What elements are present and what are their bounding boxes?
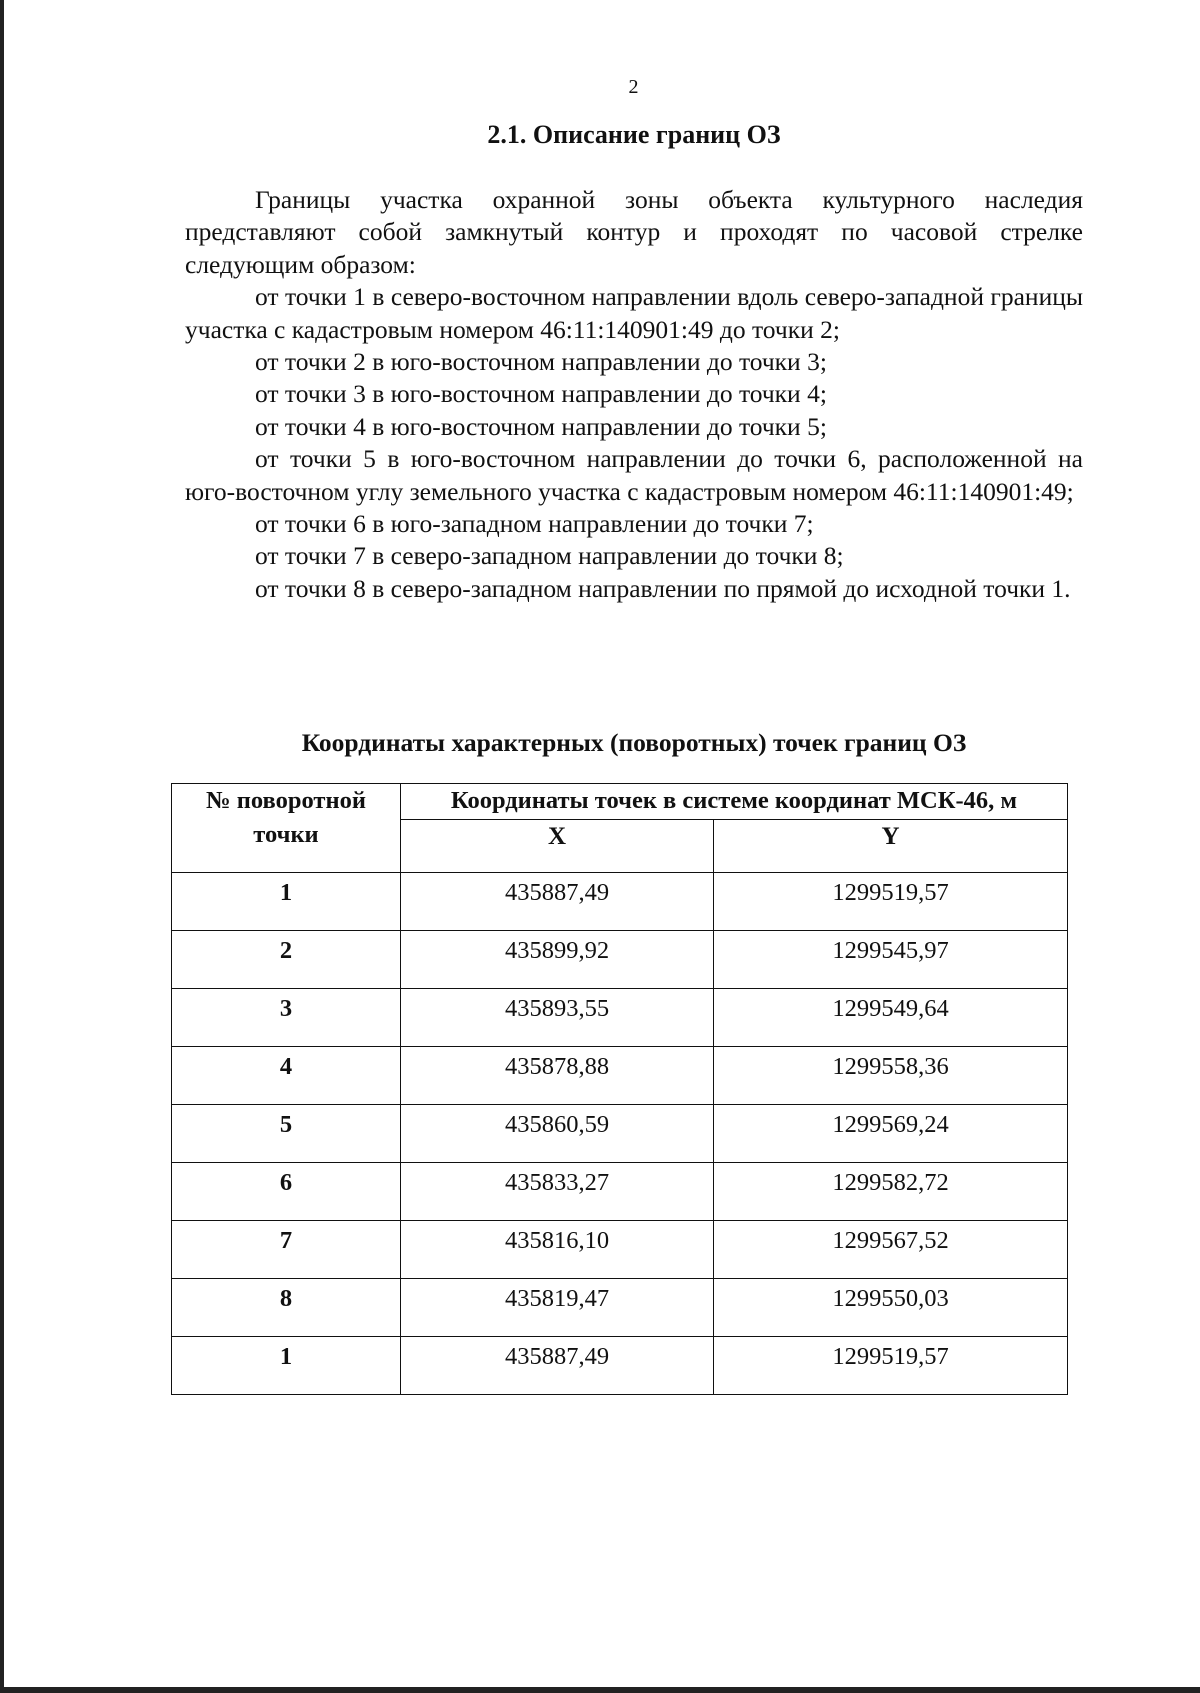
description-text <box>185 184 1083 605</box>
cell-y: 1299545,97 <box>714 931 1068 989</box>
cell-y: 1299549,64 <box>714 989 1068 1047</box>
paragraph: от точки 6 в юго-западном направлении до точки 7; <box>255 509 814 539</box>
table-row <box>172 989 1068 1047</box>
cell-point: 6 <box>172 1163 401 1221</box>
cell-y: 1299558,36 <box>714 1047 1068 1105</box>
table-row <box>172 1337 1068 1395</box>
header-coordinates: Координаты точек в системе координат МСК-46, м <box>401 784 1068 820</box>
cell-x: 435887,49 <box>401 1337 714 1395</box>
cell-y: 1299519,57 <box>714 873 1068 931</box>
cell-x: 435816,10 <box>401 1221 714 1279</box>
page-number: 2 <box>628 76 639 98</box>
header-point-number: № поворотной точки <box>172 784 401 873</box>
paragraph: от точки 8 в северо-западном направлении по прямой до исходной точки 1. <box>255 573 1071 603</box>
cell-x: 435833,27 <box>401 1163 714 1221</box>
table-row <box>172 1221 1068 1279</box>
header-x: X <box>401 820 714 873</box>
table-row <box>172 1047 1068 1105</box>
cell-x: 435878,88 <box>401 1047 714 1105</box>
cell-y: 1299567,52 <box>714 1221 1068 1279</box>
cell-point: 1 <box>172 1337 401 1395</box>
section-title: 2.1. Описание границ ОЗ <box>487 120 781 149</box>
cell-x: 435899,92 <box>401 931 714 989</box>
cell-point: 3 <box>172 989 401 1047</box>
paragraph: от точки 4 в юго-восточном направлении до точки 5; <box>255 411 827 441</box>
table-title: Координаты характерных (поворотных) точек границ ОЗ <box>301 728 967 757</box>
cell-point: 1 <box>172 873 401 931</box>
table-row <box>172 1163 1068 1221</box>
cell-y: 1299550,03 <box>714 1279 1068 1337</box>
cell-point: 2 <box>172 931 401 989</box>
scan-edge-bottom <box>0 1687 1200 1693</box>
cell-x: 435819,47 <box>401 1279 714 1337</box>
cell-x: 435860,59 <box>401 1105 714 1163</box>
paragraph: от точки 2 в юго-восточном направлении до точки 3; <box>255 347 827 377</box>
cell-point: 8 <box>172 1279 401 1337</box>
cell-y: 1299569,24 <box>714 1105 1068 1163</box>
cell-point: 5 <box>172 1105 401 1163</box>
scan-edge-left <box>0 0 4 1693</box>
cell-y: 1299582,72 <box>714 1163 1068 1221</box>
cell-x: 435893,55 <box>401 989 714 1047</box>
cell-point: 4 <box>172 1047 401 1105</box>
table-row <box>172 1105 1068 1163</box>
paragraph: от точки 1 в северо-восточном направлении вдоль северо-западной границы участка с кадастровым номером 46:11:140901:49 до точки 2; <box>185 282 1083 344</box>
paragraph: от точки 5 в юго-восточном направлении до точки 6, расположенной на юго-восточном углу земельного участка с кадастровым номером 46:11:140901:49; <box>185 444 1083 506</box>
paragraph: Границы участка охранной зоны объекта культурного наследия представляют собой замкнутый контур и проходят по часовой стрелке следующим образом: <box>185 185 1083 279</box>
table-row <box>172 873 1068 931</box>
paragraph: от точки 3 в юго-восточном направлении до точки 4; <box>255 379 827 409</box>
coordinates-table <box>171 783 1068 1395</box>
table-row <box>172 931 1068 989</box>
cell-point: 7 <box>172 1221 401 1279</box>
paragraph: от точки 7 в северо-западном направлении до точки 8; <box>255 541 844 571</box>
header-y: Y <box>714 820 1068 873</box>
cell-y: 1299519,57 <box>714 1337 1068 1395</box>
cell-x: 435887,49 <box>401 873 714 931</box>
table-row <box>172 1279 1068 1337</box>
